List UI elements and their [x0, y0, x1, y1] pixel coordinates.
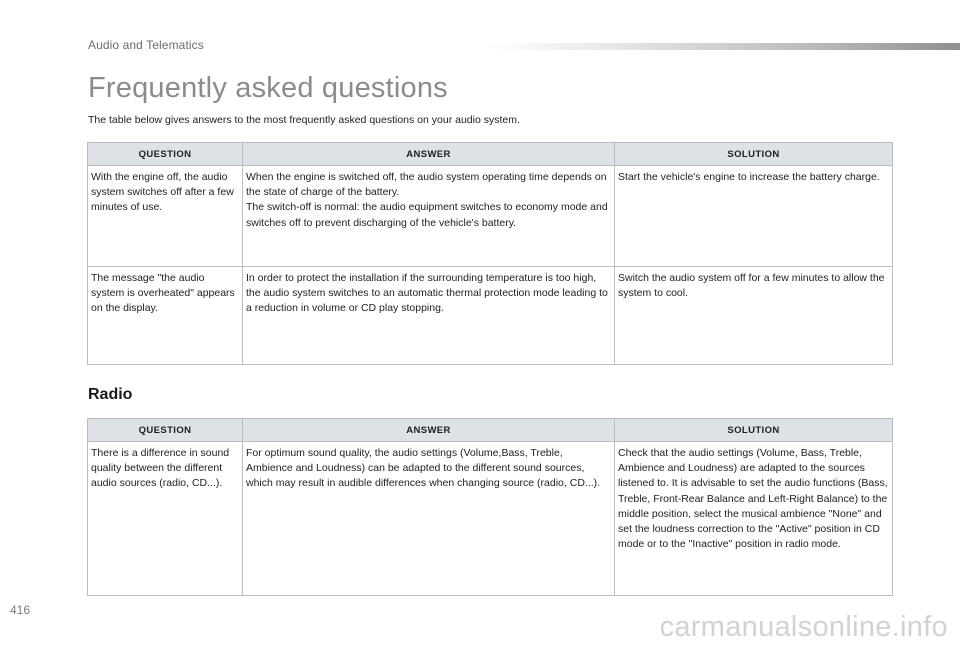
- answer-paragraph: In order to protect the installation if the surrounding temperature is too high, the audio system switches to an automatic thermal protection mode leading to a reduction in volume or CD play stopping.: [246, 272, 608, 315]
- watermark: carmanualsonline.info: [659, 611, 948, 643]
- answer-cell: [243, 267, 615, 365]
- table-row: [88, 267, 893, 365]
- answer-cell: For optimum sound quality, the audio settings (Volume,Bass, Treble, Ambience and Loudness) can be adapted to the different sound sources, which may result in audible differences when changing source (radio, CD...).: [243, 442, 615, 596]
- answer-paragraph: When the engine is switched off, the audio system operating time depends on the state of charge of the battery.: [246, 171, 607, 199]
- table-row: [88, 442, 893, 596]
- header-gradient-bar: [487, 43, 960, 50]
- column-header-solution: SOLUTION: [615, 419, 893, 442]
- intro-text: The table below gives answers to the most frequently asked questions on your audio system.: [88, 114, 520, 126]
- question-cell: The message "the audio system is overheated" appears on the display.: [88, 267, 243, 365]
- table-row: [88, 166, 893, 267]
- answer-paragraph: The switch-off is normal: the audio equipment switches to economy mode and switches off to prevent discharging of the vehicle's battery.: [246, 201, 608, 229]
- solution-cell: Switch the audio system off for a few minutes to allow the system to cool.: [615, 267, 893, 365]
- table-header-row: [88, 419, 893, 442]
- faq-table-radio: [87, 418, 893, 596]
- page-number: 416: [10, 603, 31, 617]
- question-cell: There is a difference in sound quality between the different audio sources (radio, CD...).: [88, 442, 243, 596]
- faq-table-general: [87, 142, 893, 365]
- column-header-solution: SOLUTION: [615, 143, 893, 166]
- solution-cell: Check that the audio settings (Volume, Bass, Treble, Ambience and Loudness) are adapted to the sources listened to. It is advisable to set the audio functions (Bass, Treble, Front-Rear Balance and Left-Right Balance) to the middle position, select the musical ambience "None" and set the loudness correction to the "Active" position in CD mode or to the "Inactive" position in radio mode.: [615, 442, 893, 596]
- column-header-question: QUESTION: [88, 419, 243, 442]
- section-header-title: Audio and Telematics: [88, 38, 204, 52]
- question-cell: With the engine off, the audio system switches off after a few minutes of use.: [88, 166, 243, 267]
- radio-section-title: Radio: [88, 386, 133, 403]
- column-header-answer: ANSWER: [243, 143, 615, 166]
- solution-cell: Start the vehicle's engine to increase the battery charge.: [615, 166, 893, 267]
- page-title: Frequently asked questions: [88, 72, 448, 104]
- answer-cell: [243, 166, 615, 267]
- column-header-answer: ANSWER: [243, 419, 615, 442]
- column-header-question: QUESTION: [88, 143, 243, 166]
- table-header-row: [88, 143, 893, 166]
